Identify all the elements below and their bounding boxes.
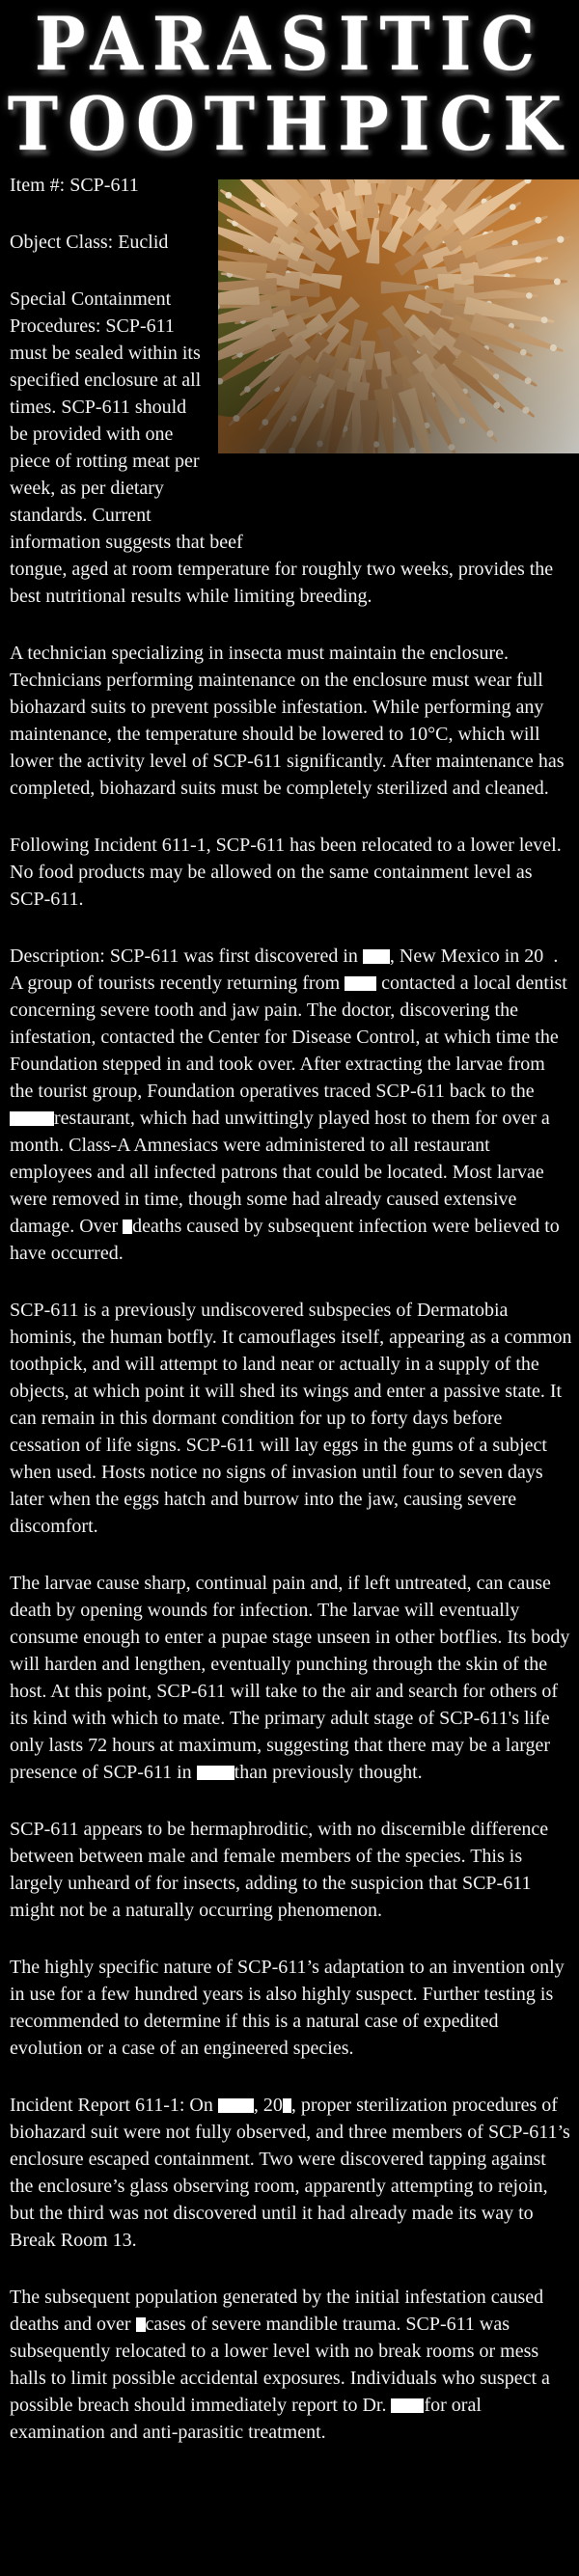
- incident-report-paragraph: Incident Report 611-1: On , 20 , proper sterilization procedures of biohazard suit were not fully observed, and three members of SCP-611’s enclosure escaped containment. Two were discovered tapping against the enclosure’s glass observing room, apparently attempting to rejoin, but the third was not discovered until it had already made its way to Break Room 13.: [10, 2095, 570, 2251]
- object-class-line: Object Class: Euclid: [10, 232, 169, 253]
- technician-paragraph: A technician specializing in insecta must maintain the enclosure. Technicians performing maintenance on the enclosure must wear full biohazard suits to prevent possible infestation. While performing any maintenance, the temperature should be lowered to 10°C, which will lower the activity level of SCP-611 significantly. After maintenance has completed, biohazard suits must be completely sterilized and cleaned.: [10, 643, 565, 799]
- species-paragraph: SCP-611 is a previously undiscovered subspecies of Dermatobia hominis, the human botfly. It camouflages itself, appearing as a common toothpick, and will attempt to land near or actually in a supply of the objects, at which point it will shed its wings and enter a passive state. It can remain in this dormant condition for up to forty days before cessation of life signs. SCP-611 will lay eggs in the gums of a subject when used. Hosts notice no signs of invasion until four to seven days later when the eggs hatch and burrow into the jaw, causing severe discomfort.: [10, 1300, 572, 1537]
- redaction-gap: [543, 949, 553, 964]
- adaptation-paragraph: The highly specific nature of SCP-611’s adaptation to an invention only in use for a few hundred years is also highly suspect. Further testing is recommended to determine if this is a natural case of expedited evolution or a case of an engineered species.: [10, 1957, 565, 2059]
- redaction-bar: [136, 2317, 146, 2332]
- document-body: [0, 172, 579, 2489]
- redaction-bar: [123, 1219, 132, 1234]
- containment-procedures-paragraph: Special Containment Procedures: SCP-611 must be sealed within its specified enclosure at all times. SCP-611 should be provided with one piece of rotting meat per week, as per dietary standards. Current information suggests that beef tongue, aged at room temperature for roughly two weeks, provides the best nutritional results while limiting breeding.: [10, 288, 554, 607]
- toothpicks-photo-image: [218, 179, 579, 453]
- redaction-bar: [197, 1766, 234, 1780]
- relocation-paragraph: Following Incident 611-1, SCP-611 has been relocated to a lower level. No food products may be allowed on the same containment level as SCP-611.: [10, 835, 562, 910]
- redaction-bar: [363, 949, 390, 964]
- page-title: [0, 0, 579, 168]
- title-line-1: PARASITIC: [34, 0, 545, 88]
- redaction-bar: [283, 2098, 291, 2113]
- aftermath-paragraph: The subsequent population generated by the initial infestation caused deaths and over cases of severe mandible trauma. SCP-611 was subsequently relocated to a lower level with no break rooms or mess halls to limit possible accidental exposures. Individuals who suspect a possible breach should immediately report to Dr. for oral examination and anti-parasitic treatment.: [10, 2287, 550, 2443]
- redaction-bar: [345, 976, 376, 991]
- item-number-line: Item #: SCP-611: [10, 175, 139, 196]
- redaction-bar: [218, 2098, 254, 2113]
- hermaphroditic-paragraph: SCP-611 appears to be hermaphroditic, with no discernible difference between between male and female members of the species. This is largely unheard of for insects, adding to the suspicion that SCP-611 might not be a naturally occurring phenomenon.: [10, 1819, 549, 1921]
- toothpicks-photo: [218, 179, 579, 453]
- paragraphs-container: [10, 172, 573, 2446]
- redaction-bar: [391, 2398, 424, 2413]
- larvae-paragraph: The larvae cause sharp, continual pain and, if left untreated, can cause death by opening wounds for infection. The larvae will eventually consume enough to enter a pupae stage unseen in other botflies. Its body will harden and lengthen, eventually punching through the skin of the host. At this point, SCP-611 will take to the air and search for others of its kind with which to mate. The primary adult stage of SCP-611's life only lasts 72 hours at maximum, suggesting that there may be a larger presence of SCP-611 in than previously thought.: [10, 1573, 570, 1783]
- redaction-bar: [10, 1111, 54, 1126]
- description-paragraph: Description: SCP-611 was first discovered in , New Mexico in 20 . A group of tourists recently returning from contacted a local dentist concerning severe tooth and jaw pain. The doctor, discovering the infestation, contacted the Center for Disease Control, at which time the Foundation stepped in and took over. After extracting the larvae from the tourist group, Foundation operatives traced SCP-611 back to the restaurant, which had unwittingly played host to them for over a month. Class-A Amnesiacs were administered to all restaurant employees and all infected patrons that could be located. Most larvae were removed in time, though some had already caused extensive damage. Over deaths caused by subsequent infection were believed to have occurred.: [10, 945, 567, 1264]
- title-line-2: TOOTHPICK: [7, 80, 572, 168]
